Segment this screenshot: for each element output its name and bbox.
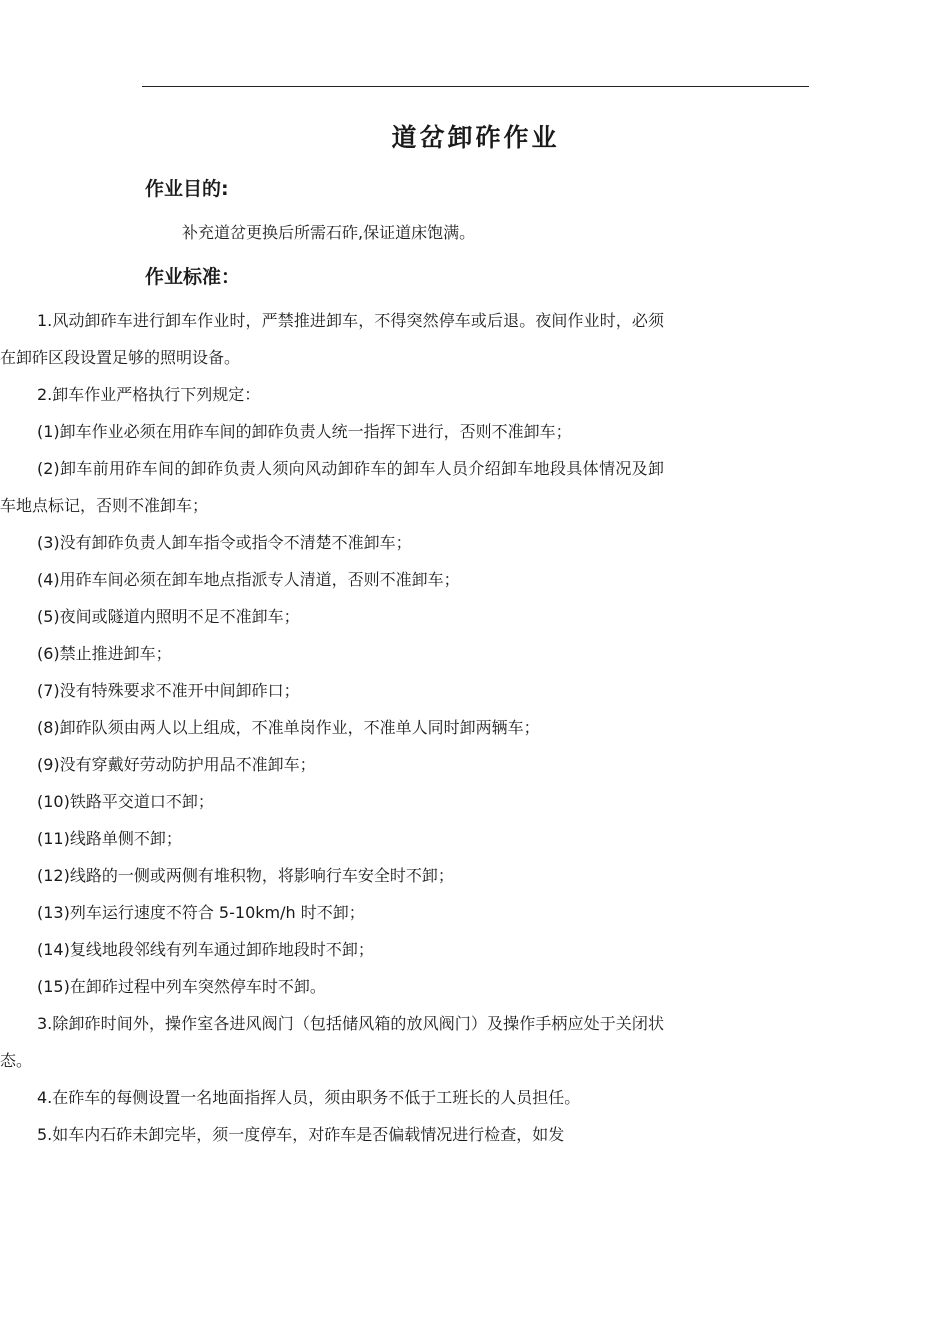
standard-rule-2: (2)卸车前用砟车间的卸砟负责人须向风动卸砟车的卸车人员介绍卸车地段具体情况及卸车地点标记，否则不准卸车； — [0, 459, 664, 515]
standard-rule-12: (12)线路的一侧或两侧有堆积物，将影响行车安全时不卸； — [37, 866, 454, 885]
standard-item-5: 5.如车内石砟未卸完毕，须一度停车，对砟车是否偏载情况进行检查，如发 — [37, 1125, 565, 1144]
standard-rule-5: (5)夜间或隧道内照明不足不准卸车； — [37, 607, 300, 626]
standard-rule-13: (13)列车运行速度不符合 5-10km/h 时不卸； — [37, 903, 365, 922]
purpose-heading: 作业目的: — [145, 178, 229, 200]
standard-rule-14: (14)复线地段邻线有列车通过卸砟地段时不卸； — [37, 940, 374, 959]
standard-item-2: 2.卸车作业严格执行下列规定： — [37, 385, 261, 404]
standard-item-1: 1.风动卸砟车进行卸车作业时，严禁推进卸车，不得突然停车或后退。夜间作业时，必须在卸砟区段设置足够的照明设备。 — [0, 311, 664, 367]
standard-rule-1: (1)卸车作业必须在用砟车间的卸砟负责人统一指挥下进行，否则不准卸车； — [37, 422, 572, 441]
standard-rule-6: (6)禁止推进卸车； — [37, 644, 172, 663]
standard-rule-9: (9)没有穿戴好劳动防护用品不准卸车； — [37, 755, 316, 774]
standard-item-3: 3.除卸砟时间外，操作室各进风阀门（包括储风箱的放风阀门）及操作手柄应处于关闭状态。 — [0, 1014, 664, 1070]
header-rule — [142, 86, 809, 87]
standard-rule-3: (3)没有卸砟负责人卸车指令或指令不清楚不准卸车； — [37, 533, 412, 552]
purpose-paragraph: 补充道岔更换后所需石砟,保证道床饱满。 — [182, 223, 476, 242]
standard-rule-8: (8)卸砟队须由两人以上组成，不准单岗作业，不准单人同时卸两辆车； — [37, 718, 540, 737]
standard-rule-4: (4)用砟车间必须在卸车地点指派专人清道，否则不准卸车； — [37, 570, 460, 589]
standard-rule-7: (7)没有特殊要求不准开中间卸砟口； — [37, 681, 300, 700]
document-title: 道岔卸砟作业 — [391, 123, 560, 152]
standard-rule-11: (11)线路单侧不卸； — [37, 829, 182, 848]
standards-heading: 作业标准： — [145, 266, 241, 288]
standard-rule-10: (10)铁路平交道口不卸； — [37, 792, 214, 811]
standards-list — [0, 302, 664, 1153]
standard-rule-15: (15)在卸砟过程中列车突然停车时不卸。 — [37, 977, 326, 996]
standard-item-4: 4.在砟车的每侧设置一名地面指挥人员，须由职务不低于工班长的人员担任。 — [37, 1088, 581, 1107]
